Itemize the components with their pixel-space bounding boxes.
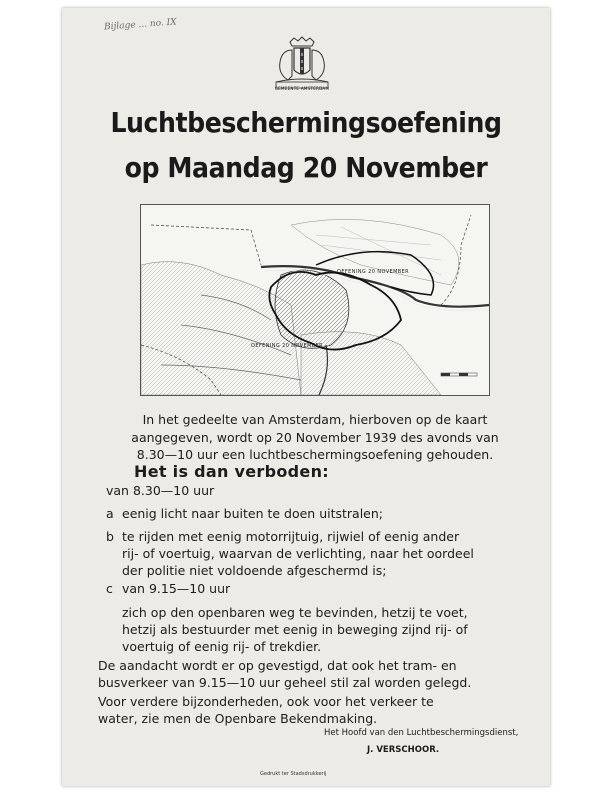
item-b-line: rij- of voertuig, waarvan de verlichting, naar het oordeel — [122, 546, 474, 561]
prohibition-heading: Het is dan verboden: — [134, 462, 329, 481]
time-range-a: van 8.30—10 uur — [106, 483, 215, 498]
handwritten-note: Bijlage ... no. IX — [103, 17, 177, 33]
printer-credit: Gedrukt ter Stadsdrukkerij — [260, 771, 327, 777]
intro-paragraph — [118, 411, 512, 464]
item-c-letter: c — [106, 581, 113, 596]
map-label-south: OEFENING 20 NOVEMBER — [251, 343, 324, 349]
signature-title: Het Hoofd van den Luchtbeschermingsdienst, — [324, 728, 519, 738]
svg-text:x: x — [300, 59, 304, 65]
signature-name: J. VERSCHOOR. — [367, 745, 440, 755]
crest-caption: GEMEENTE AMSTERDAM — [274, 86, 330, 91]
item-b-letter: b — [106, 529, 114, 544]
amsterdam-map — [140, 204, 490, 396]
item-a-letter: a — [106, 506, 114, 521]
map-drawing — [141, 205, 489, 395]
attention-line: busverkeer van 9.15—10 uur geheel stil zal worden gelegd. — [98, 675, 472, 690]
intro-line: In het gedeelte van Amsterdam, hierboven op de kaart — [142, 412, 488, 427]
item-c-line: hetzij als bestuurder met eenig in beweging zijnd rij- of — [122, 622, 468, 637]
further-info-line: water, zie men de Openbare Bekendmaking. — [98, 711, 378, 726]
intro-line: aangegeven, wordt op 20 November 1939 des avonds van — [131, 429, 499, 445]
item-c-time: van 9.15—10 uur — [122, 581, 231, 596]
poster-sheet — [62, 8, 550, 786]
map-label-north: OEFENING 20 NOVEMBER — [337, 269, 410, 275]
intro-line: 8.30—10 uur een luchtbeschermingsoefening gehouden. — [136, 447, 494, 462]
poster-title-line-2: op Maandag 20 November — [124, 151, 488, 184]
svg-text:x: x — [300, 66, 304, 72]
item-b-line: der politie niet voldoende afgeschermd is; — [122, 563, 387, 578]
svg-text:x: x — [300, 52, 304, 58]
item-b-line: te rijden met eenig motorrijtuig, rijwiel of eenig ander — [122, 529, 460, 544]
item-a-text: eenig licht naar buiten te doen uitstralen; — [122, 506, 384, 521]
further-info-line: Voor verdere bijzonderheden, ook voor het verkeer te — [98, 694, 434, 709]
poster-title-line-1: Luchtbeschermingsoefening — [110, 106, 502, 139]
item-c-line: voertuig of eenig rij- of trekdier. — [122, 639, 322, 654]
item-c-line: zich op den openbaren weg te bevinden, hetzij te voet, — [122, 605, 468, 620]
attention-line: De aandacht wordt er op gevestigd, dat ook het tram- en — [98, 658, 457, 673]
